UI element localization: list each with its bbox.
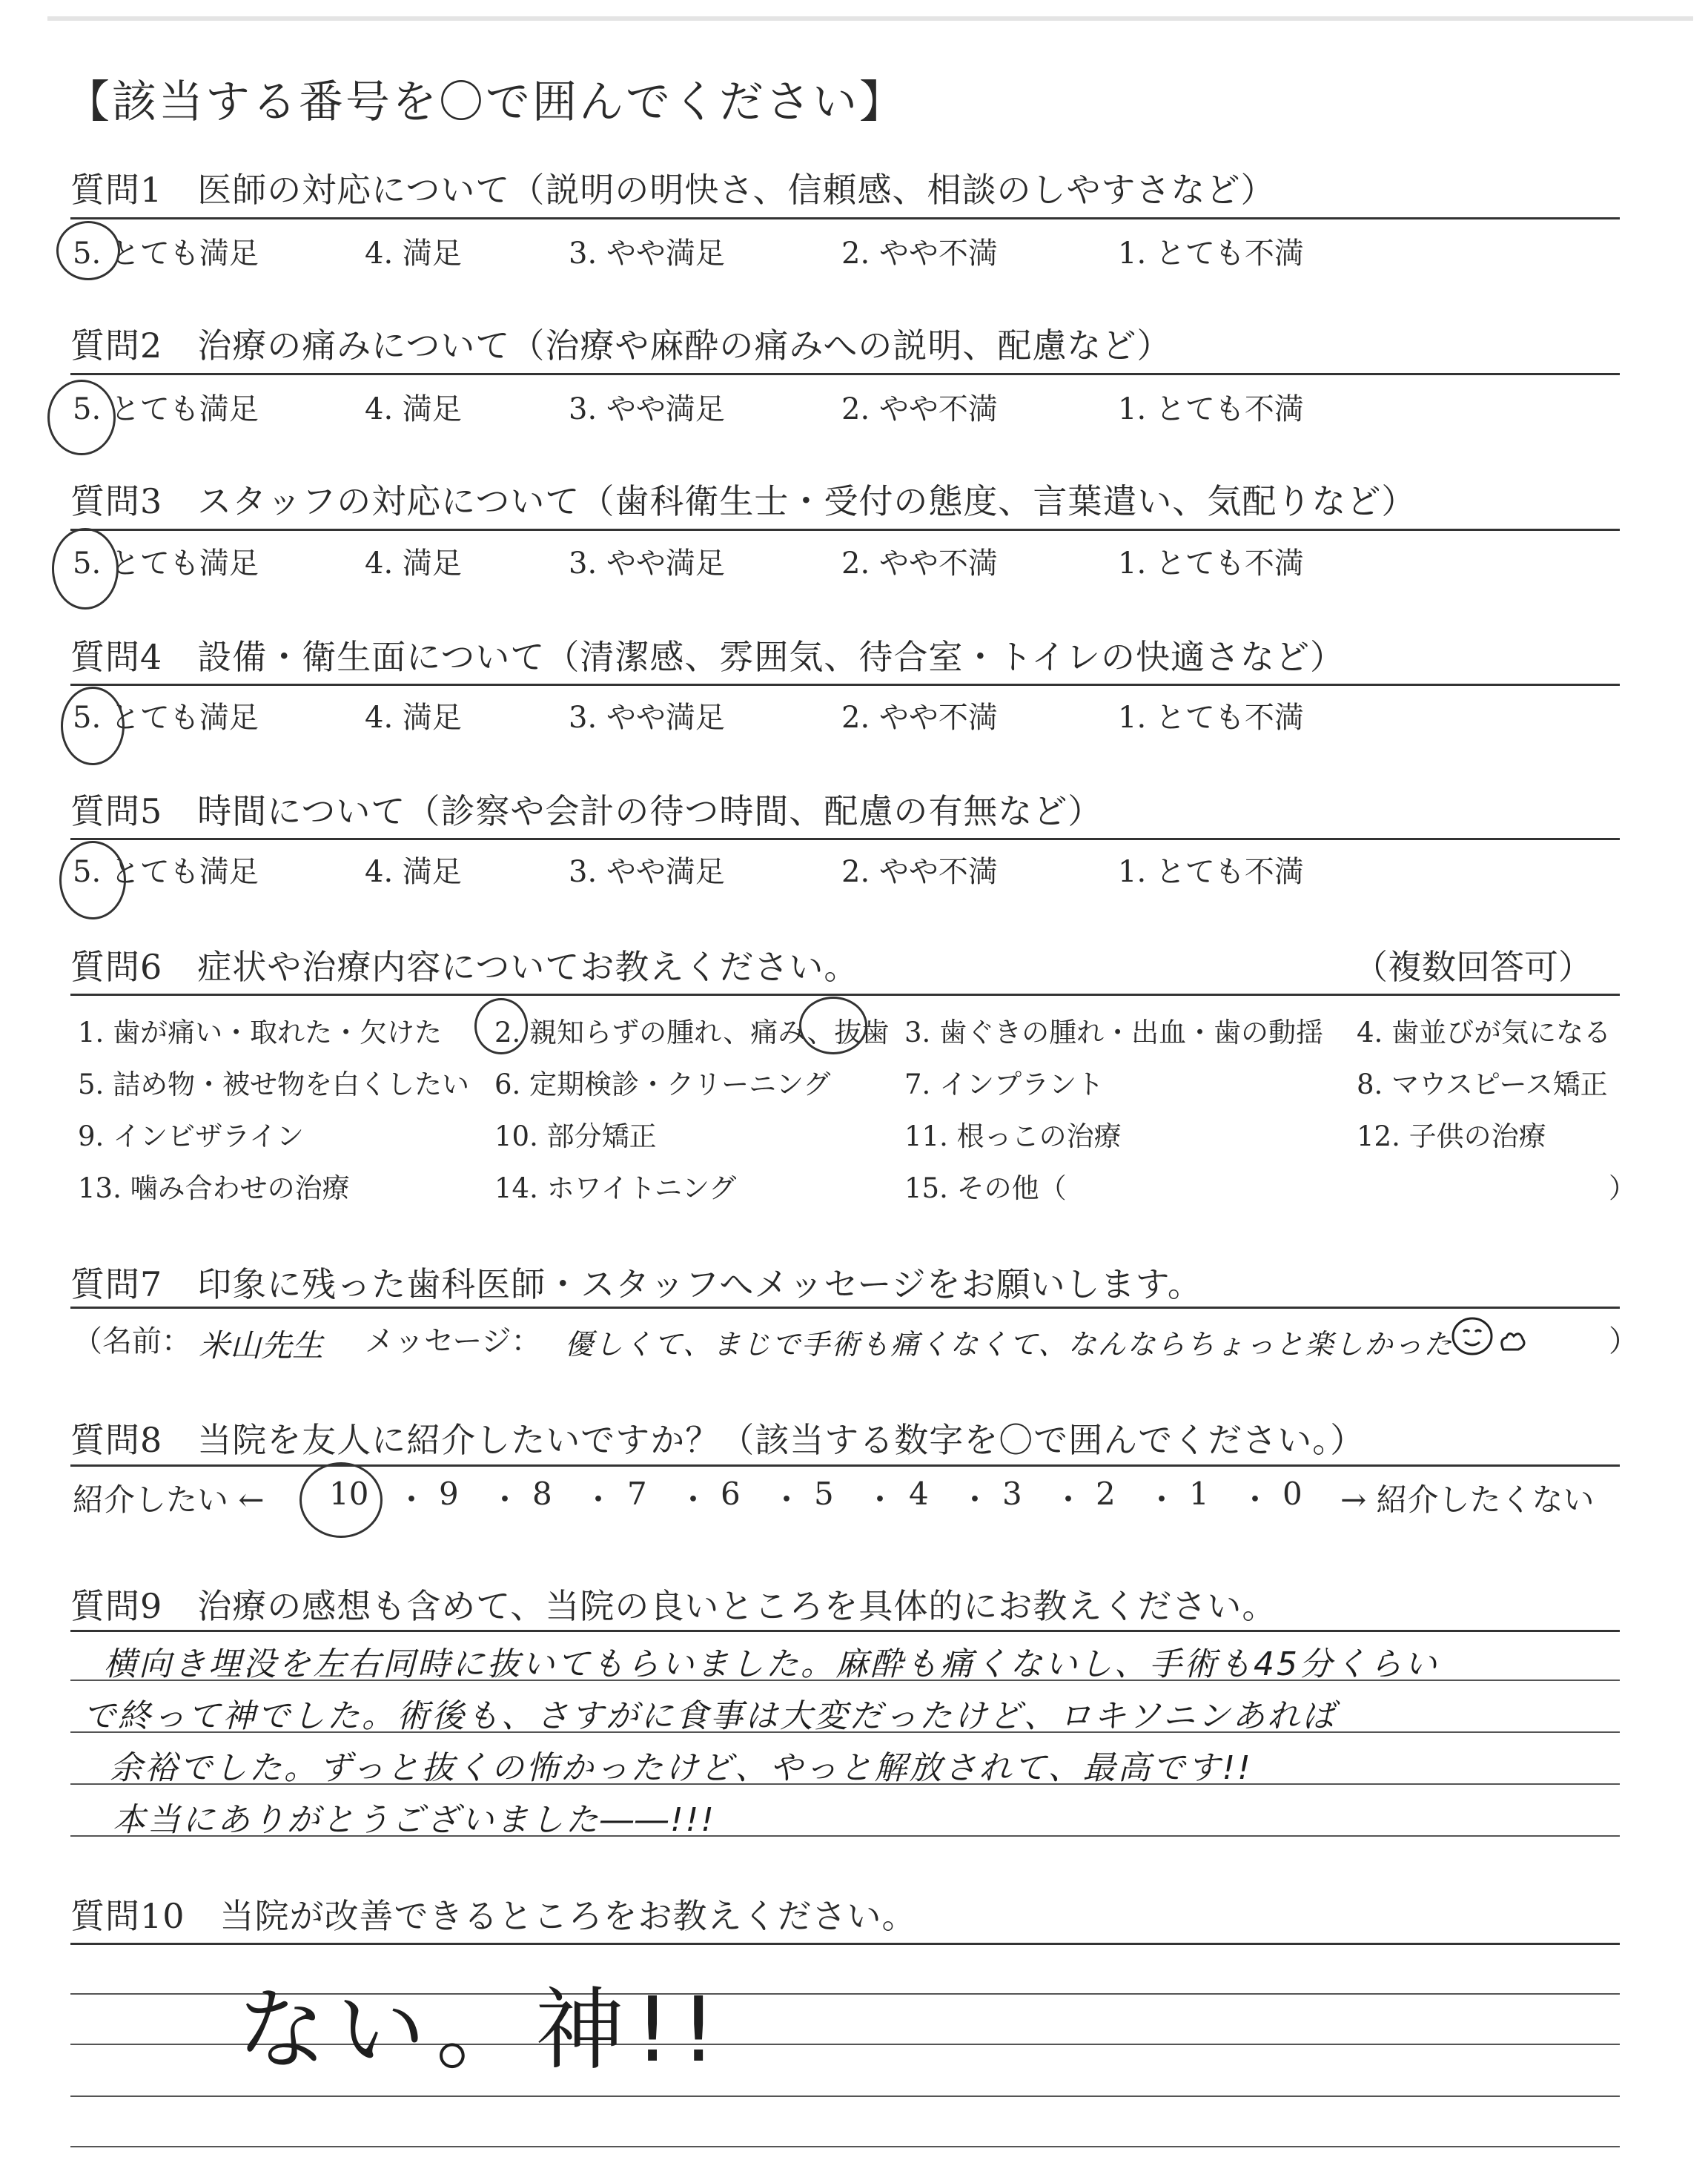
- scale-9[interactable]: 9: [439, 1476, 459, 1512]
- scale-5[interactable]: 5: [814, 1476, 834, 1512]
- symptom-item-15[interactable]: 15. その他（: [904, 1172, 1067, 1204]
- scale-dot: ・: [1053, 1482, 1085, 1518]
- scale-dot: ・: [583, 1482, 615, 1518]
- symptom-item-8[interactable]: 8. マウスピース矯正: [1357, 1069, 1608, 1100]
- symptom-item-3[interactable]: 3. 歯ぐきの腫れ・出血・歯の動揺: [904, 1017, 1324, 1048]
- scale-6[interactable]: 6: [721, 1476, 741, 1512]
- symptom-other-close: ）: [1609, 1172, 1636, 1204]
- q1-option-1[interactable]: 1. とても不満: [1118, 237, 1304, 271]
- q10-line-4: [70, 2146, 1620, 2147]
- q3-option-5[interactable]: 5. とても満足: [73, 546, 259, 581]
- question-2-rule: [70, 373, 1620, 375]
- question-5-rule: [70, 838, 1620, 840]
- smiley-doodle-icon: [1449, 1312, 1537, 1360]
- scale-left-label: 紹介したい ←: [73, 1482, 265, 1518]
- q2-option-1[interactable]: 1. とても不満: [1118, 392, 1304, 426]
- scale-0[interactable]: 0: [1282, 1476, 1302, 1512]
- q2-option-3[interactable]: 3. やや満足: [569, 392, 725, 426]
- question-8-rule: [70, 1464, 1620, 1467]
- q9-answer-line-3: 余裕でした。ずっと抜くの怖かったけど、やっと解放されて、最高です!!: [110, 1749, 1253, 1787]
- q8-selection-circle: [299, 1462, 383, 1538]
- question-10-rule: [70, 1943, 1620, 1945]
- symptom-item-1[interactable]: 1. 歯が痛い・取れた・欠けた: [78, 1017, 443, 1048]
- question-6-title: 質問6 症状や治療内容についてお教えください。: [70, 947, 859, 987]
- symptom-item-7[interactable]: 7. インプラント: [904, 1069, 1105, 1100]
- scale-dot: ・: [1239, 1482, 1271, 1518]
- symptom-item-6[interactable]: 6. 定期検診・クリーニング: [494, 1069, 831, 1100]
- question-7-rule: [70, 1307, 1620, 1309]
- q4-option-5[interactable]: 5. とても満足: [73, 701, 259, 735]
- q9-answer-line-4: 本当にありがとうございました――!!!: [113, 1801, 716, 1839]
- symptom-item-10[interactable]: 10. 部分矯正: [494, 1120, 657, 1152]
- message-handwritten: 優しくて、まじで手術も痛くなくて、なんならちょっと楽しかった: [565, 1328, 1454, 1361]
- question-7-title: 質問7 印象に残った歯科医師・スタッフへメッセージをお願いします。: [70, 1264, 1202, 1304]
- question-5-title: 質問5 時間について（診察や会計の待つ時間、配慮の有無など）: [70, 791, 1103, 831]
- scale-dot: ・: [1146, 1482, 1178, 1518]
- question-2-title: 質問2 治療の痛みについて（治療や麻酔の痛みへの説明、配慮など）: [70, 326, 1172, 366]
- q6-selection-circle-extraction: [799, 997, 867, 1054]
- q1-selection-circle: [56, 221, 120, 280]
- q5-option-5[interactable]: 5. とても満足: [73, 855, 259, 889]
- q4-selection-circle: [61, 687, 125, 765]
- q5-option-4[interactable]: 4. 満足: [365, 855, 462, 889]
- symptom-item-5[interactable]: 5. 詰め物・被せ物を白くしたい: [78, 1069, 470, 1100]
- q9-answer-line-1: 横向き埋没を左右同時に抜いてもらいました。麻酔も痛くないし、手術も45分くらい: [104, 1645, 1439, 1683]
- name-handwritten: 米山先生: [199, 1327, 324, 1364]
- question-3-rule: [70, 529, 1620, 531]
- question-8-title: 質問8 当院を友人に紹介したいですか？（該当する数字を〇で囲んでください。）: [70, 1420, 1366, 1460]
- q4-option-2[interactable]: 2. やや不満: [841, 701, 998, 735]
- scale-10[interactable]: 10: [329, 1476, 369, 1512]
- scale-3[interactable]: 3: [1002, 1476, 1022, 1512]
- q4-option-4[interactable]: 4. 満足: [365, 701, 462, 735]
- q5-option-1[interactable]: 1. とても不満: [1118, 855, 1304, 889]
- question-9-title: 質問9 治療の感想も含めて、当院の良いところを具体的にお教えください。: [70, 1586, 1277, 1626]
- question-9-rule: [70, 1630, 1620, 1632]
- scale-dot: ・: [678, 1482, 709, 1518]
- q3-option-1[interactable]: 1. とても不満: [1118, 546, 1304, 581]
- question-1-title: 質問1 医師の対応について（説明の明快さ、信頼感、相談のしやすさなど）: [70, 170, 1276, 210]
- scale-1[interactable]: 1: [1189, 1476, 1209, 1512]
- symptom-item-14[interactable]: 14. ホワイトニング: [494, 1172, 737, 1204]
- scale-right-label: → 紹介したくない: [1340, 1482, 1595, 1518]
- scan-top-edge: [47, 16, 1693, 21]
- form-heading: 【該当する番号を〇で囲んでください】: [65, 76, 906, 128]
- symptom-item-2[interactable]: 2. 親知らずの腫れ、痛み、抜歯: [494, 1017, 890, 1048]
- q5-selection-circle: [59, 841, 126, 919]
- q3-option-3[interactable]: 3. やや満足: [569, 546, 725, 581]
- symptom-item-12[interactable]: 12. 子供の治療: [1357, 1120, 1546, 1152]
- scale-dot: ・: [959, 1482, 991, 1518]
- q9-answer-line-2: で終って神でした。術後も、さすがに食事は大変だったけど、ロキソニンあれば: [83, 1697, 1337, 1735]
- q4-option-3[interactable]: 3. やや満足: [569, 701, 725, 735]
- symptom-item-11[interactable]: 11. 根っこの治療: [904, 1120, 1122, 1152]
- symptom-item-13[interactable]: 13. 噛み合わせの治療: [78, 1172, 350, 1204]
- symptom-item-4[interactable]: 4. 歯並びが気になる: [1357, 1017, 1612, 1048]
- q5-option-2[interactable]: 2. やや不満: [841, 855, 998, 889]
- q5-option-3[interactable]: 3. やや満足: [569, 855, 725, 889]
- q10-line-3: [70, 2095, 1620, 2097]
- q1-option-3[interactable]: 3. やや満足: [569, 237, 725, 271]
- q2-selection-circle: [47, 380, 116, 455]
- q1-option-2[interactable]: 2. やや不満: [841, 237, 998, 271]
- question-10-title: 質問10 当院が改善できるところをお教えください。: [70, 1896, 917, 1936]
- question-1-rule: [70, 217, 1620, 219]
- name-label: （名前：: [73, 1324, 191, 1358]
- question-4-rule: [70, 684, 1620, 686]
- q6-selection-circle-2: [474, 998, 528, 1054]
- message-close: ）: [1609, 1324, 1638, 1358]
- q2-option-5[interactable]: 5. とても満足: [73, 392, 259, 426]
- q1-option-4[interactable]: 4. 満足: [365, 237, 462, 271]
- scale-dot: ・: [489, 1482, 521, 1518]
- q3-option-2[interactable]: 2. やや不満: [841, 546, 998, 581]
- scale-dot: ・: [771, 1482, 803, 1518]
- q10-answer-handwritten: ない。神!!: [237, 1979, 727, 2082]
- question-3-title: 質問3 スタッフの対応について（歯科衛生士・受付の態度、言葉遣い、気配りなど）: [70, 481, 1417, 521]
- scale-dot: ・: [864, 1482, 896, 1518]
- message-label: メッセージ：: [365, 1324, 541, 1358]
- question-6-note: （複数回答可）: [1354, 947, 1592, 987]
- q2-option-4[interactable]: 4. 満足: [365, 392, 462, 426]
- q4-option-1[interactable]: 1. とても不満: [1118, 701, 1304, 735]
- q3-option-4[interactable]: 4. 満足: [365, 546, 462, 581]
- scale-2[interactable]: 2: [1096, 1476, 1116, 1512]
- scale-4[interactable]: 4: [909, 1476, 929, 1512]
- scale-8[interactable]: 8: [532, 1476, 552, 1512]
- question-6-rule: [70, 994, 1620, 996]
- q3-selection-circle: [52, 528, 119, 610]
- q1-option-5[interactable]: 5. とても満足: [73, 237, 259, 271]
- scale-7[interactable]: 7: [627, 1476, 647, 1512]
- symptom-item-9[interactable]: 9. インビザライン: [78, 1120, 304, 1152]
- question-4-title: 質問4 設備・衛生面について（清潔感、雰囲気、待合室・トイレの快適さなど）: [70, 637, 1345, 677]
- scale-dot: ・: [396, 1482, 428, 1518]
- q2-option-2[interactable]: 2. やや不満: [841, 392, 998, 426]
